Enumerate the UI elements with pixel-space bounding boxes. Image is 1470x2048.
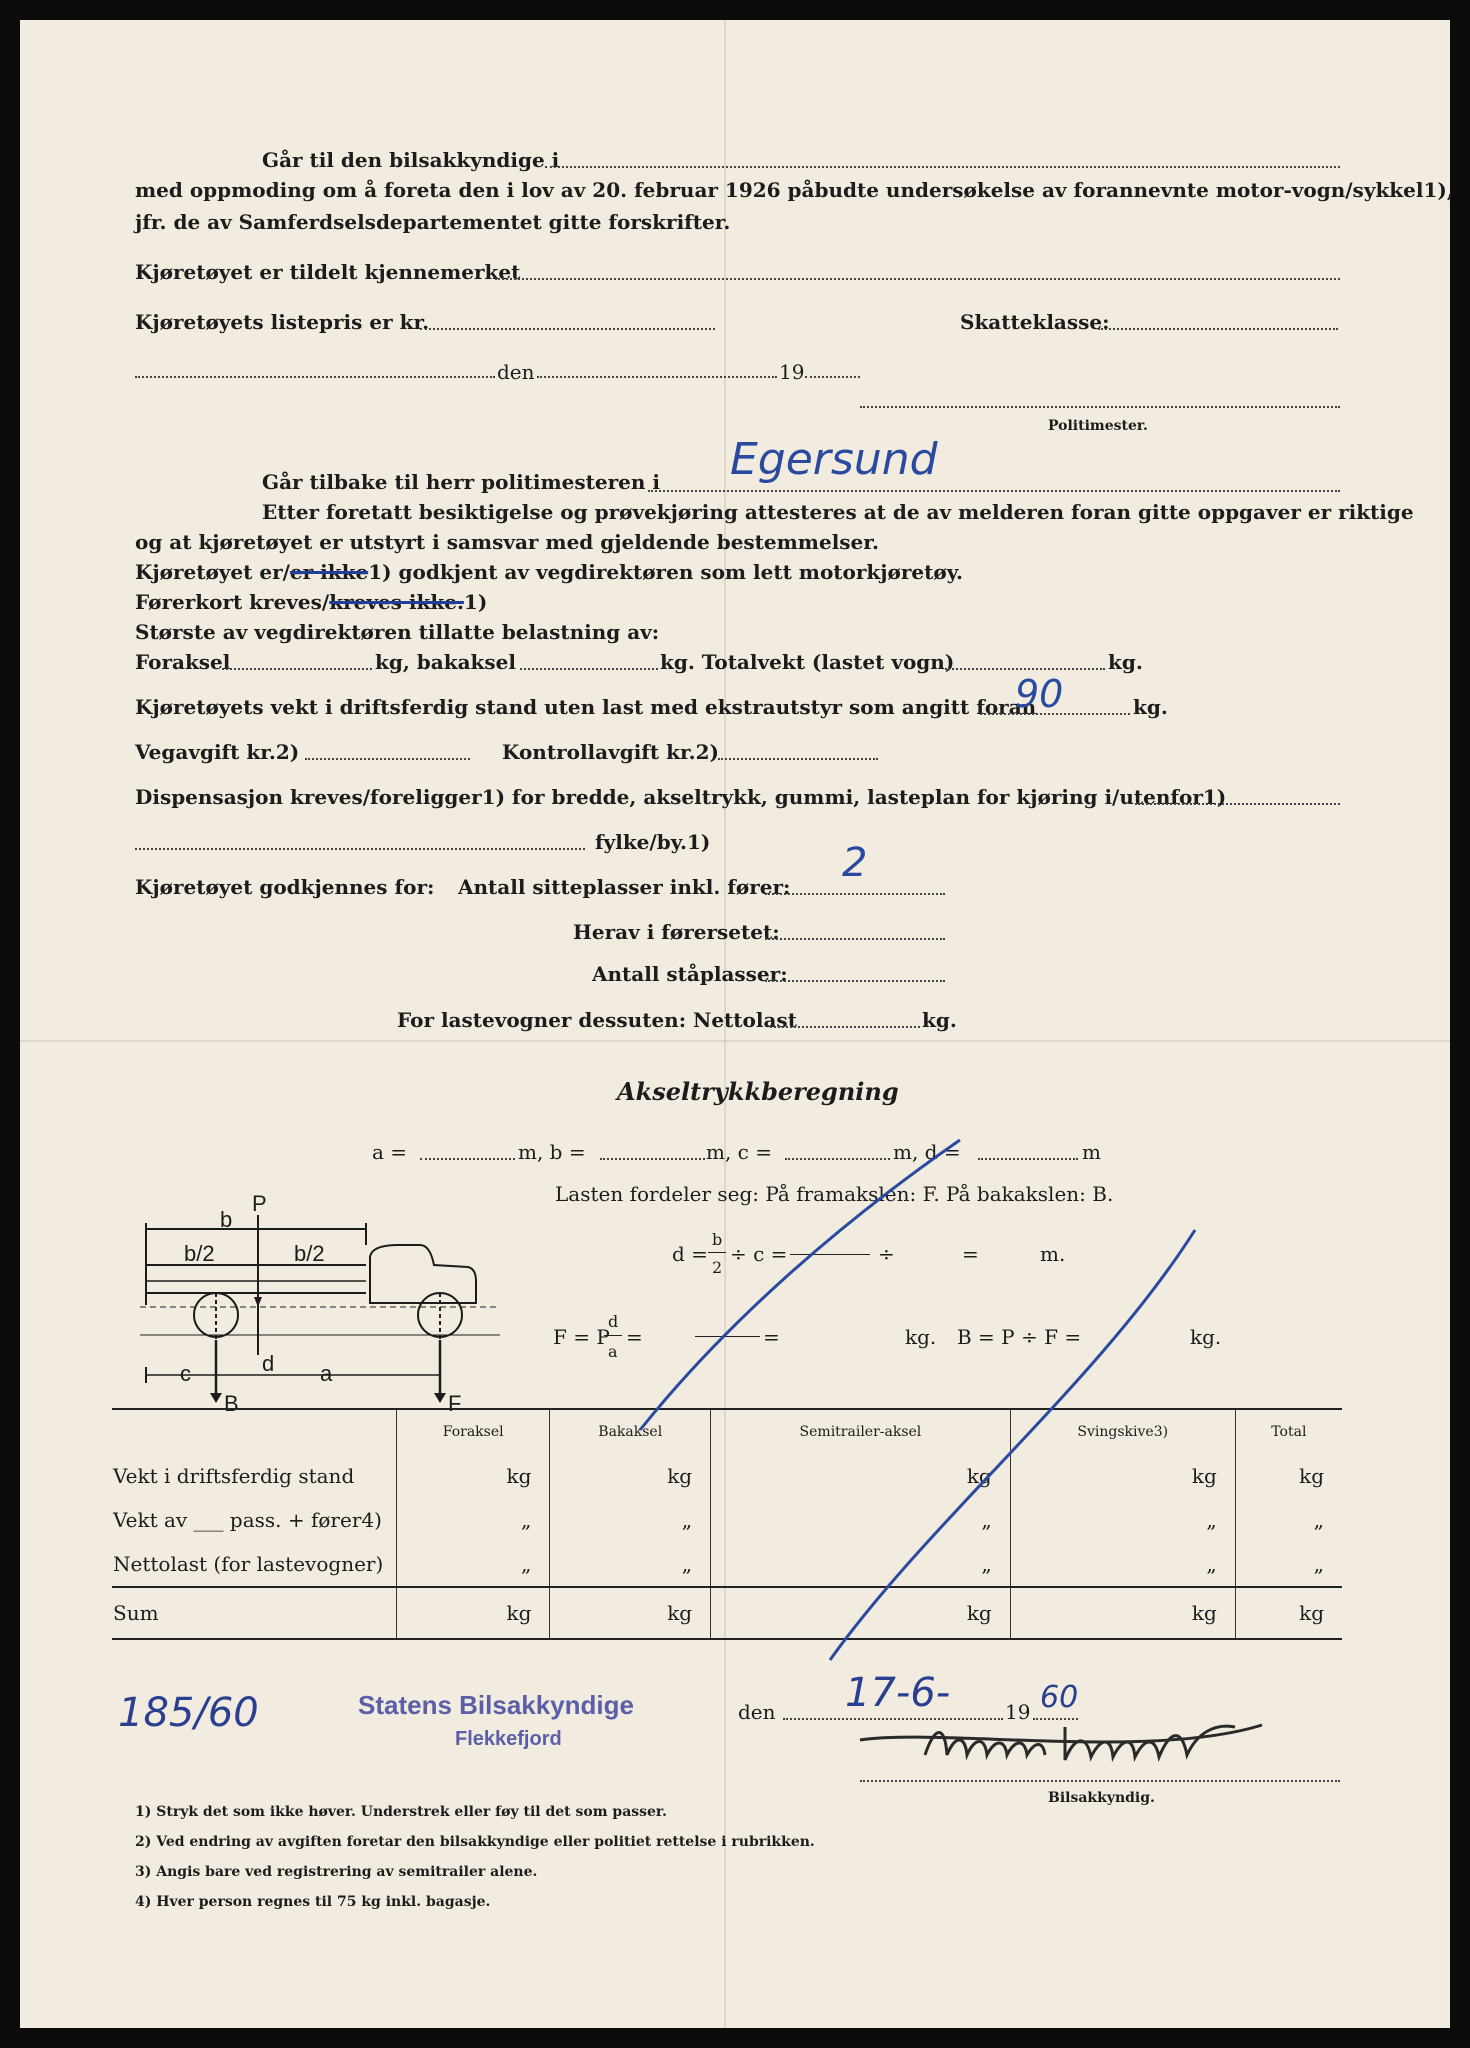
label-herav: Herav i førersetet: <box>573 920 780 944</box>
formula-d-numerator: b <box>712 1230 723 1249</box>
field-c <box>785 1158 890 1160</box>
handwritten-egersund: Egersund <box>730 434 938 485</box>
cell-unit: kg <box>397 1587 550 1639</box>
footnote-1: 1) Stryk det som ikke høver. Understrek eller føy til det som passer. <box>135 1804 667 1820</box>
diagram-label-a: a <box>320 1361 333 1386</box>
cell-unit: „ <box>397 1498 550 1542</box>
cell-unit: kg <box>1010 1454 1235 1498</box>
field-herav <box>765 938 945 940</box>
label-bilsakkyndig: Bilsakkyndig. <box>1048 1790 1155 1806</box>
cell-unit: „ <box>1010 1498 1235 1542</box>
diagram-label-b2-right: b/2 <box>294 1241 325 1266</box>
handwritten-signature <box>915 1715 1255 1775</box>
field-year <box>805 376 860 378</box>
formula-d-line <box>790 1254 870 1255</box>
table-row <box>112 1542 1342 1587</box>
label-sitteplasser: Antall sitteplasser inkl. fører: <box>458 875 791 899</box>
field-politimester-signature <box>860 406 1340 408</box>
formula-F-line <box>695 1336 760 1337</box>
field-b <box>600 1158 705 1160</box>
field-bilsakkyndige-place <box>545 166 1340 168</box>
label-c: m, c = <box>706 1140 772 1164</box>
line-forskrifter: jfr. de av Samferdselsdepartementet gitte forskrifter. <box>135 210 731 234</box>
field-fylke <box>135 848 585 850</box>
cell-unit: „ <box>1010 1542 1235 1587</box>
table-row <box>112 1498 1342 1542</box>
line-oppmoding: med oppmoding om å foreta den i lov av 20. februar 1926 påbudte undersøkelse av forannevnte motor-vogn/sykkel1), <box>135 178 1454 202</box>
label-sign-year-prefix: 19 <box>1005 1700 1031 1724</box>
cell-unit: „ <box>711 1542 1011 1587</box>
field-totalvekt <box>945 668 1105 670</box>
label-year-prefix: 19 <box>779 360 805 384</box>
formula-m: m. <box>1040 1242 1066 1266</box>
cell-unit: „ <box>1235 1498 1342 1542</box>
diagram-label-c: c <box>180 1361 191 1386</box>
label-kontrollavgift: Kontrollavgift kr.2) <box>502 740 720 764</box>
table-header-total: Total <box>1235 1409 1342 1454</box>
field-foraksel <box>222 668 372 670</box>
line-dispensasjon: Dispensasjon kreves/foreligger1) for bredde, akseltrykk, gummi, lasteplan for kjøring i/utenfor1) <box>135 785 1227 809</box>
akseltrykk-table <box>112 1408 1342 1640</box>
formula-minus-c: ÷ c = <box>730 1242 788 1266</box>
table-sum-row <box>112 1587 1342 1639</box>
handwritten-ref-number: 185/60 <box>118 1690 259 1736</box>
field-bakaksel <box>520 668 658 670</box>
formula-F-fraction-bar <box>604 1335 622 1336</box>
label-d: m, d = <box>893 1140 961 1164</box>
label-godkjennes: Kjøretøyet godkjennes for: <box>135 875 435 899</box>
field-dispensasjon <box>1135 803 1340 805</box>
field-listepris <box>420 328 715 330</box>
field-date <box>537 376 777 378</box>
field-sitteplasser <box>765 893 945 895</box>
row-label-sum: Sum <box>112 1587 397 1639</box>
cell-unit: kg <box>550 1587 711 1639</box>
label-kjoretoy-vekt: Kjøretøyets vekt i driftsferdig stand uten last med ekstrautstyr som angitt foran <box>135 695 1037 719</box>
formula-eq: = <box>962 1242 979 1266</box>
cell-unit: „ <box>711 1498 1011 1542</box>
handwritten-vekt-90: 90 <box>1015 672 1064 716</box>
line-forerkort: Førerkort kreves/kreves ikke.1) <box>135 590 488 614</box>
handwritten-sitteplasser-2: 2 <box>842 840 868 886</box>
diagram-label-b2-left: b/2 <box>184 1241 215 1266</box>
footnote-4: 4) Hver person regnes til 75 kg inkl. bagasje. <box>135 1894 491 1910</box>
label-den: den <box>497 360 535 384</box>
cell-unit: kg <box>711 1587 1011 1639</box>
field-kjennemerke <box>495 278 1340 280</box>
cell-unit: „ <box>550 1542 711 1587</box>
label-sign-den: den <box>738 1700 776 1724</box>
label-fylke: fylke/by.1) <box>595 830 711 854</box>
line-godkjent: Kjøretøyet er/er ikke1) godkjent av vegdirektøren som lett motorkjøretøy. <box>135 560 963 584</box>
fold-line-horizontal <box>20 1040 1450 1042</box>
label-bakaksel: kg, bakaksel <box>375 650 516 674</box>
formula-F-eq3: = <box>763 1325 780 1349</box>
row-label: Vekt av ___ pass. + fører4) <box>113 1508 382 1532</box>
table-row <box>112 1454 1342 1498</box>
label-kg-totalvekt: kg. <box>1108 650 1143 674</box>
formula-B-kg: kg. <box>1190 1325 1222 1349</box>
field-kontrollavgift <box>718 758 878 760</box>
label-politimester: Politimester. <box>1048 418 1148 434</box>
label-vegavgift: Vegavgift kr.2) <box>135 740 300 764</box>
label-kg-nettolast: kg. <box>922 1008 957 1032</box>
line-og-at: og at kjøretøyet er utstyrt i samsvar med gjeldende bestemmelser. <box>135 530 879 554</box>
field-place-date <box>135 376 495 378</box>
label-kjennemerke: Kjøretøyet er tildelt kjennemerket <box>135 260 521 284</box>
formula-F-denominator: a <box>608 1342 618 1361</box>
label-foraksel: Foraksel <box>135 650 231 674</box>
formula-F-kg: kg. <box>905 1325 937 1349</box>
cell-unit: kg <box>397 1454 550 1498</box>
table-header-empty <box>112 1409 397 1454</box>
footnote-2: 2) Ved endring av avgiften foretar den bilsakkyndige eller politiet rettelse i rubrikken. <box>135 1834 815 1850</box>
line-til-bilsakkyndige: Går til den bilsakkyndige i <box>262 148 560 172</box>
label-m: m <box>1082 1140 1101 1164</box>
field-a <box>420 1158 515 1160</box>
label-listepris: Kjøretøyets listepris er kr. <box>135 310 430 334</box>
diagram-label-P: P <box>252 1191 267 1216</box>
line-storste: Største av vegdirektøren tillatte belastning av: <box>135 620 660 644</box>
diagram-label-b: b <box>220 1207 233 1232</box>
label-totalvekt: kg. Totalvekt (lastet vogn) <box>660 650 955 674</box>
row-label: Nettolast (for lastevogner) <box>113 1552 384 1576</box>
cell-unit: kg <box>1235 1587 1342 1639</box>
diagram-label-B: B <box>224 1391 239 1415</box>
label-skatteklasse: Skatteklasse: <box>960 310 1110 334</box>
line-lasten: Lasten fordeler seg: På framakslen: F. På bakakslen: B. <box>555 1182 1114 1206</box>
field-vegavgift <box>305 758 470 760</box>
formula-F-eq2: = <box>626 1325 643 1349</box>
label-b: m, b = <box>518 1140 586 1164</box>
table-header-semitrailer: Semitrailer-aksel <box>711 1409 1011 1454</box>
field-politimester-place <box>648 490 1340 492</box>
field-d <box>978 1158 1078 1160</box>
formula-B-eq: B = P ÷ F = <box>957 1325 1082 1349</box>
cell-unit: kg <box>1235 1454 1342 1498</box>
cell-unit: kg <box>550 1454 711 1498</box>
formula-d-denominator: 2 <box>712 1258 723 1277</box>
label-staplasser: Antall ståplasser: <box>592 962 788 986</box>
formula-div: ÷ <box>878 1242 895 1266</box>
stamp-flekkefjord: Flekkefjord <box>455 1728 562 1750</box>
footnote-3: 3) Angis bare ved registrering av semitrailer alene. <box>135 1864 538 1880</box>
line-etter: Etter foretatt besiktigelse og prøvekjøring attesteres at de av melderen foran gitte oppgaver er riktige <box>262 500 1414 524</box>
cell-unit: kg <box>1010 1587 1235 1639</box>
field-bilsakkyndig-signature <box>860 1780 1340 1782</box>
formula-F-eq: F = P <box>553 1325 610 1349</box>
diagram-label-d: d <box>262 1351 275 1376</box>
label-a: a = <box>372 1140 408 1164</box>
line-gaar-tilbake: Går tilbake til herr politimesteren i <box>262 470 660 494</box>
diagram-label-F: F <box>448 1391 462 1415</box>
cell-unit: „ <box>550 1498 711 1542</box>
cell-unit: kg <box>711 1454 1011 1498</box>
truck-axle-diagram <box>140 1185 510 1415</box>
handwritten-year: 60 <box>1040 1680 1079 1715</box>
field-skatteklasse <box>1098 328 1338 330</box>
section-title-akseltrykk: Akseltrykkberegning <box>617 1077 899 1106</box>
field-staplasser <box>765 980 945 982</box>
stamp-statens-bilsakkyndige: Statens Bilsakkyndige <box>358 1690 634 1720</box>
row-label: Vekt i driftsferdig stand <box>113 1464 355 1488</box>
label-kg-vekt: kg. <box>1133 695 1168 719</box>
formula-F-numerator: d <box>608 1312 619 1331</box>
handwritten-date: 17-6- <box>845 1670 951 1716</box>
formula-d-fraction-bar <box>708 1252 726 1253</box>
table-header-svingskive: Svingskive3) <box>1010 1409 1235 1454</box>
cell-unit: „ <box>397 1542 550 1587</box>
table-header-foraksel: Foraksel <box>397 1409 550 1454</box>
label-nettolast: For lastevogner dessuten: Nettolast <box>397 1008 797 1032</box>
cell-unit: „ <box>1235 1542 1342 1587</box>
table-header-bakaksel: Bakaksel <box>550 1409 711 1454</box>
formula-d-eq: d = <box>672 1242 708 1266</box>
field-nettolast <box>770 1026 920 1028</box>
